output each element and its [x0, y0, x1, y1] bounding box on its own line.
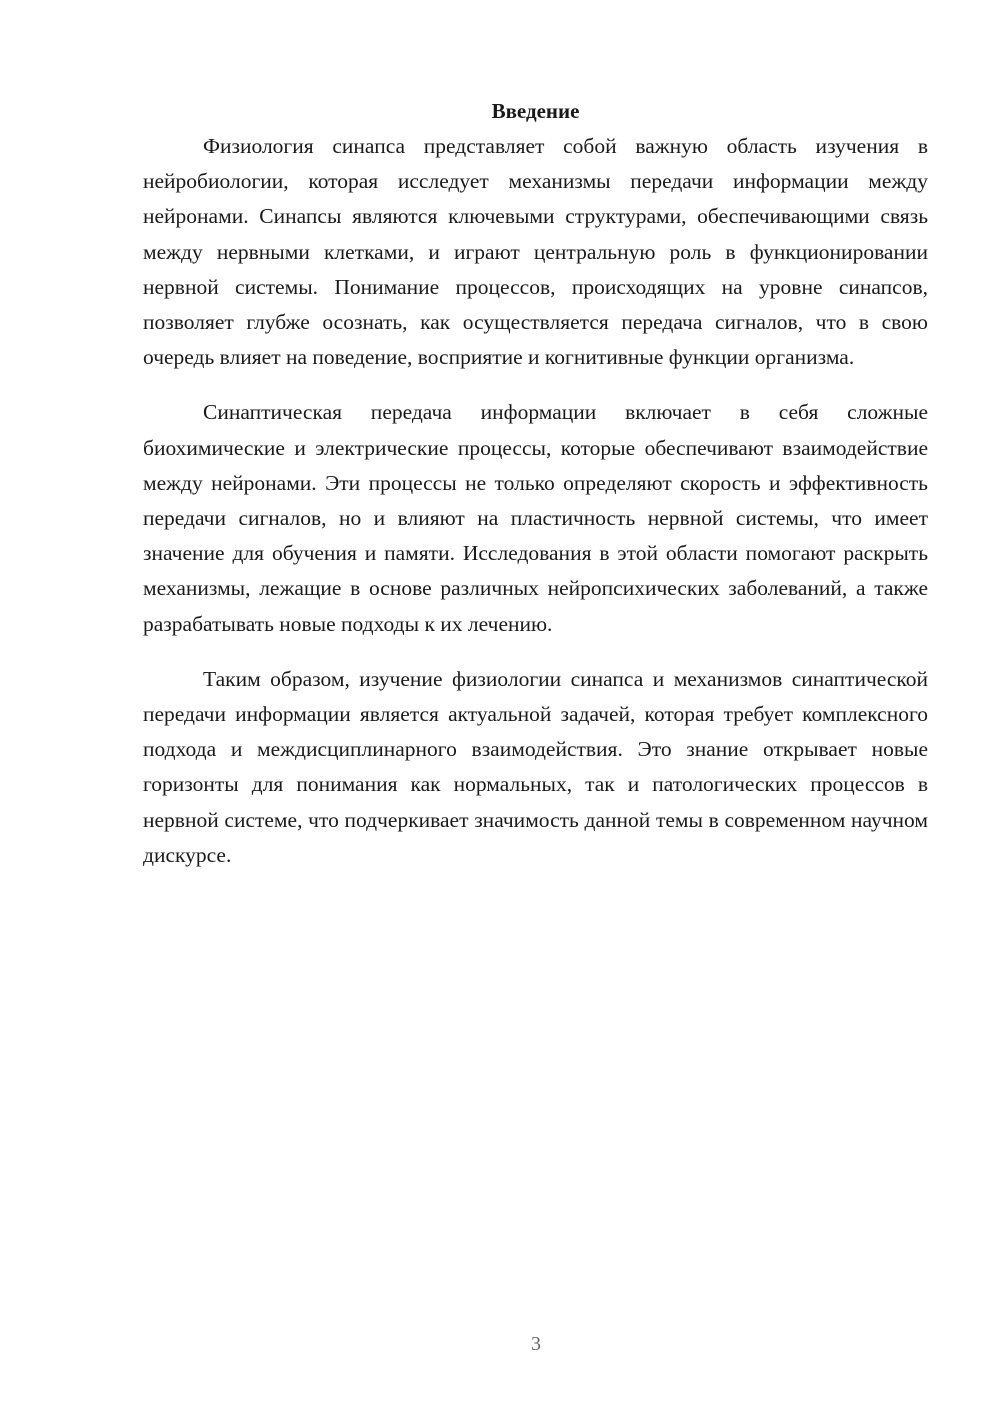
page-body [143, 94, 928, 873]
paragraph-2: Синаптическая передача информации включает в себя сложные биохимические и электрические процессы, которые обеспечивают взаимодействие между нейронами. Эти процессы не только определяют скорость и эффективность передачи сигналов, но и влияют на пластичность нервной системы, что имеет значение для обучения и памяти. Исследования в этой области помогают раскрыть механизмы, лежащие в основе различных нейропсихических заболеваний, а также разрабатывать новые подходы к их лечению. [143, 400, 928, 636]
section-heading: Введение [491, 99, 580, 123]
paragraph-3: Таким образом, изучение физиологии синапса и механизмов синаптической передачи информации является актуальной задачей, которая требует комплексного подхода и междисциплинарного взаимодействия. Это знание открывает новые горизонты для понимания как нормальных, так и патологических процессов в нервной системе, что подчеркивает значимость данной темы в современном научном дискурсе. [143, 666, 928, 867]
paragraph-1: Физиология синапса представляет собой важную область изучения в нейробиологии, которая исследует механизмы передачи информации между нейронами. Синапсы являются ключевыми структурами, обеспечивающими связь между нервными клетками, и играют центральную роль в функционировании нервной системы. Понимание процессов, происходящих на уровне синапсов, позволяет глубже осознать, как осуществляется передача сигналов, что в свою очередь влияет на поведение, восприятие и когнитивные функции организма. [143, 134, 928, 370]
page-number: 3 [531, 1333, 541, 1355]
